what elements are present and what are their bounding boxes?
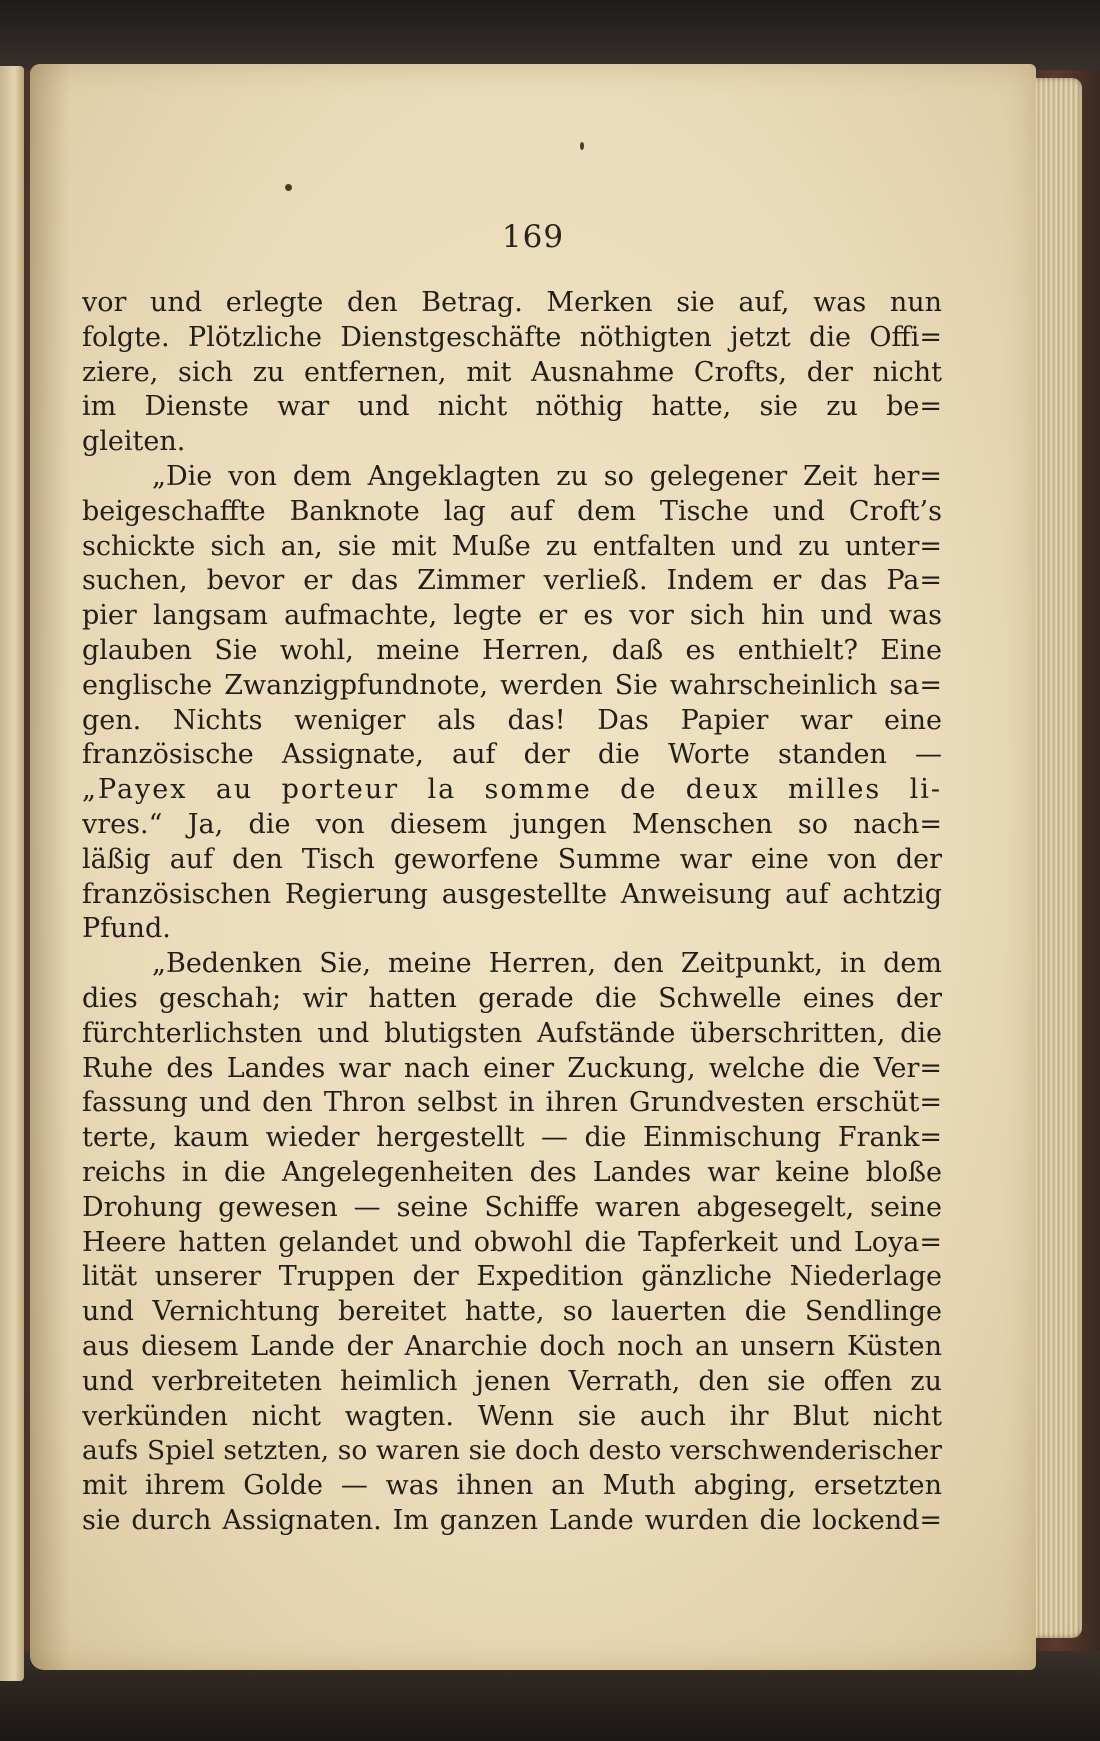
text-line: mit ihrem Golde — was ihnen an Muth abging, ersetzten <box>82 1470 942 1502</box>
text-line: fassung und den Thron selbst in ihren Grundvesten erschüt= <box>82 1087 942 1119</box>
text-line: suchen, bevor er das Zimmer verließ. Indem er das Pa= <box>82 565 942 597</box>
text-line: Drohung gewesen — seine Schiffe waren abgesegelt, seine <box>82 1191 942 1223</box>
text-line: dies geschah; wir hatten gerade die Schwelle eines der <box>82 982 942 1014</box>
text-line: „Die von dem Angeklagten zu so gelegener Zeit her= <box>152 460 942 492</box>
text-line: verkünden nicht wagten. Wenn sie auch ihr Blut nicht <box>82 1400 942 1432</box>
ink-speck <box>580 142 584 150</box>
cover-top-edge <box>0 0 1100 70</box>
book-page <box>30 64 1036 1670</box>
text-line: folgte. Plötzliche Dienstgeschäfte nöthigten jetzt die Offi= <box>82 321 942 353</box>
text-line: französische Assignate, auf der die Worte standen — <box>82 739 942 771</box>
text-line: gleiten. <box>82 426 186 458</box>
text-line: sie durch Assignaten. Im ganzen Lande wurden die lockend= <box>82 1504 942 1536</box>
text-line: im Dienste war und nicht nöthig hatte, sie zu be= <box>82 391 942 423</box>
text-line: Ruhe des Landes war nach einer Zuckung, welche die Ver= <box>82 1052 942 1084</box>
text-line: aus diesem Lande der Anarchie doch noch an unsern Küsten <box>82 1330 942 1362</box>
text-line: und verbreiteten heimlich jenen Verrath, den sie offen zu <box>82 1365 942 1397</box>
text-line: aufs Spiel setzten, so waren sie doch desto verschwenderischer <box>82 1435 942 1467</box>
text-line: Heere hatten gelandet und obwohl die Tapferkeit und Loya= <box>82 1226 942 1258</box>
text-line: lität unserer Truppen der Expedition gänzliche Niederlage <box>82 1261 942 1293</box>
page-stack-edges <box>1030 78 1082 1638</box>
text-line: glauben Sie wohl, meine Herren, daß es enthielt? Eine <box>82 634 942 666</box>
text-line: pier langsam aufmachte, legte er es vor sich hin und was <box>82 600 942 632</box>
text-line: beigeschaffte Banknote lag auf dem Tische und Croft’s <box>82 495 942 527</box>
text-line: terte, kaum wieder hergestellt — die Einmischung Frank= <box>82 1122 942 1154</box>
text-line: gen. Nichts weniger als das! Das Papier war eine <box>82 704 942 736</box>
text-line: englische Zwanzigpfundnote, werden Sie wahrscheinlich sa= <box>82 669 942 701</box>
text-line: vres.“ Ja, die von diesem jungen Menschen so nach= <box>82 808 942 840</box>
text-line: fürchterlichsten und blutigsten Aufstände überschritten, die <box>82 1017 942 1049</box>
left-page-edge <box>0 66 24 1681</box>
text-line: ziere, sich zu entfernen, mit Ausnahme Crofts, der nicht <box>82 356 942 388</box>
text-line: französischen Regierung ausgestellte Anweisung auf achtzig <box>82 878 942 910</box>
page-number: 169 <box>501 219 565 255</box>
text-line: „Bedenken Sie, meine Herren, den Zeitpunkt, in dem <box>152 948 942 980</box>
text-line: schickte sich an, sie mit Muße zu entfalten und zu unter= <box>82 530 942 562</box>
text-line: und Vernichtung bereitet hatte, so lauerten die Sendlinge <box>82 1296 942 1328</box>
ink-speck <box>285 184 292 191</box>
page-text <box>82 286 942 1539</box>
text-line: Pfund. <box>82 913 171 945</box>
text-line: „Payex au porteur la somme de deux milles li- <box>82 774 942 806</box>
gutter-shadow <box>30 64 70 1670</box>
text-line: läßig auf den Tisch geworfene Summe war eine von der <box>82 843 942 875</box>
text-line: vor und erlegte den Betrag. Merken sie auf, was nun <box>82 287 942 318</box>
text-line: reichs in die Angelegenheiten des Landes war keine bloße <box>82 1156 942 1188</box>
